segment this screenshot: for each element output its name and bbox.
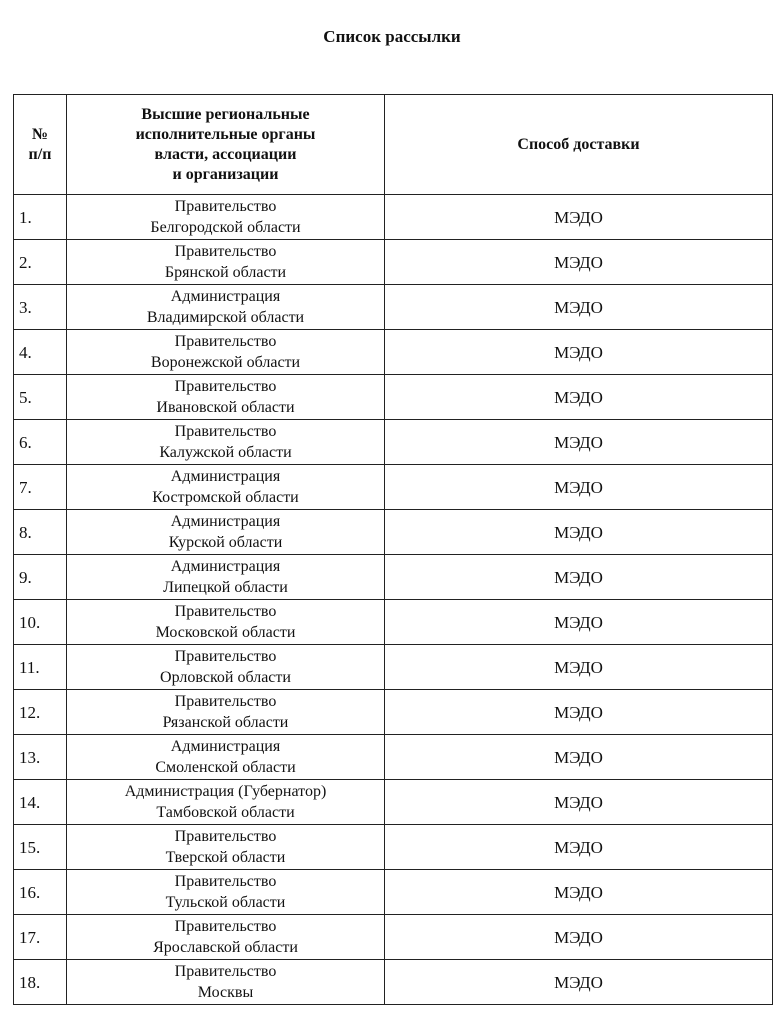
- table-row: [14, 465, 773, 510]
- row-delivery-method: МЭДО: [385, 330, 773, 375]
- organization-type: Правительство: [174, 918, 277, 935]
- row-number: 3.: [14, 285, 67, 330]
- mailing-list-table: [13, 94, 773, 1005]
- row-delivery-method: МЭДО: [385, 375, 773, 420]
- table-row: [14, 510, 773, 555]
- organization-type: Администрация: [170, 468, 281, 485]
- row-delivery-method: МЭДО: [385, 780, 773, 825]
- table-row: [14, 285, 773, 330]
- organization-type: Администрация: [170, 738, 281, 755]
- organization-region: Тамбовской области: [156, 804, 295, 821]
- header-number: [14, 95, 67, 195]
- row-number: 15.: [14, 825, 67, 870]
- organization-region: Московской области: [155, 624, 296, 641]
- organization-type: Правительство: [174, 378, 277, 395]
- table-row: [14, 420, 773, 465]
- row-delivery-method: МЭДО: [385, 195, 773, 240]
- row-number: 14.: [14, 780, 67, 825]
- row-organization: [67, 285, 385, 330]
- header-organization: [67, 95, 385, 195]
- row-delivery-method: МЭДО: [385, 285, 773, 330]
- row-delivery-method: МЭДО: [385, 915, 773, 960]
- row-delivery-method: МЭДО: [385, 420, 773, 465]
- row-organization: [67, 510, 385, 555]
- row-organization: [67, 240, 385, 285]
- organization-region: Орловской области: [160, 669, 291, 686]
- table-row: [14, 645, 773, 690]
- organization-region: Смоленской области: [155, 759, 296, 776]
- row-delivery-method: МЭДО: [385, 825, 773, 870]
- table-row: [14, 735, 773, 780]
- table-row: [14, 690, 773, 735]
- row-number: 8.: [14, 510, 67, 555]
- row-delivery-method: МЭДО: [385, 240, 773, 285]
- organization-type: Правительство: [174, 603, 277, 620]
- header-organization-line3: власти, ассоциации: [154, 145, 297, 163]
- organization-region: Костромской области: [152, 489, 299, 506]
- organization-region: Белгородской области: [150, 219, 301, 236]
- document-title: Список рассылки: [323, 27, 461, 46]
- organization-region: Воронежской области: [150, 354, 301, 371]
- table-row: [14, 375, 773, 420]
- row-delivery-method: МЭДО: [385, 870, 773, 915]
- row-organization: [67, 870, 385, 915]
- organization-region: Ярославской области: [153, 939, 298, 956]
- row-number: 9.: [14, 555, 67, 600]
- row-organization: [67, 330, 385, 375]
- organization-region: Москвы: [197, 984, 254, 1001]
- row-organization: [67, 645, 385, 690]
- organization-region: Брянской области: [164, 264, 287, 281]
- organization-type: Правительство: [174, 648, 277, 665]
- row-organization: [67, 195, 385, 240]
- row-organization: [67, 375, 385, 420]
- organization-type: Администрация: [170, 288, 281, 305]
- row-number: 1.: [14, 195, 67, 240]
- table-row: [14, 240, 773, 285]
- row-delivery-method: МЭДО: [385, 510, 773, 555]
- organization-type: Правительство: [174, 693, 277, 710]
- organization-type: Правительство: [174, 243, 277, 260]
- row-number: 6.: [14, 420, 67, 465]
- row-organization: [67, 960, 385, 1005]
- organization-region: Курской области: [168, 534, 283, 551]
- row-organization: [67, 690, 385, 735]
- organization-region: Тверской области: [165, 849, 286, 866]
- organization-region: Ивановской области: [156, 399, 295, 416]
- row-delivery-method: МЭДО: [385, 645, 773, 690]
- row-number: 16.: [14, 870, 67, 915]
- row-organization: [67, 555, 385, 600]
- organization-region: Липецкой области: [163, 579, 288, 596]
- organization-region: Владимирской области: [146, 309, 305, 326]
- header-organization-line1: Высшие региональные: [141, 105, 310, 123]
- row-number: 17.: [14, 915, 67, 960]
- header-delivery-method: Способ доставки: [385, 95, 773, 195]
- row-delivery-method: МЭДО: [385, 465, 773, 510]
- row-delivery-method: МЭДО: [385, 960, 773, 1005]
- row-number: 13.: [14, 735, 67, 780]
- table-header-row: [14, 95, 773, 195]
- row-number: 12.: [14, 690, 67, 735]
- row-number: 18.: [14, 960, 67, 1005]
- table-row: [14, 780, 773, 825]
- table-row: [14, 870, 773, 915]
- organization-type: Правительство: [174, 828, 277, 845]
- organization-type: Правительство: [174, 873, 277, 890]
- organization-region: Рязанской области: [162, 714, 289, 731]
- table-row: [14, 330, 773, 375]
- table-row: [14, 195, 773, 240]
- organization-type: Администрация: [170, 513, 281, 530]
- header-organization-line2: исполнительные органы: [135, 125, 316, 143]
- organization-type: Администрация (Губернатор): [124, 783, 327, 800]
- row-number: 11.: [14, 645, 67, 690]
- row-organization: [67, 465, 385, 510]
- row-number: 10.: [14, 600, 67, 645]
- header-number-line1: №: [31, 125, 49, 143]
- table-row: [14, 825, 773, 870]
- organization-type: Правительство: [174, 198, 277, 215]
- organization-region: Тульской области: [165, 894, 286, 911]
- row-organization: [67, 825, 385, 870]
- header-organization-line4: и организации: [172, 165, 279, 183]
- row-number: 4.: [14, 330, 67, 375]
- row-delivery-method: МЭДО: [385, 600, 773, 645]
- table-row: [14, 600, 773, 645]
- table-row: [14, 915, 773, 960]
- header-number-line2: п/п: [28, 145, 52, 163]
- row-organization: [67, 420, 385, 465]
- row-organization: [67, 915, 385, 960]
- row-delivery-method: МЭДО: [385, 690, 773, 735]
- row-number: 7.: [14, 465, 67, 510]
- organization-type: Правительство: [174, 333, 277, 350]
- row-number: 5.: [14, 375, 67, 420]
- organization-type: Правительство: [174, 963, 277, 980]
- row-organization: [67, 780, 385, 825]
- table-row: [14, 555, 773, 600]
- row-organization: [67, 735, 385, 780]
- table-row: [14, 960, 773, 1005]
- row-number: 2.: [14, 240, 67, 285]
- organization-type: Администрация: [170, 558, 281, 575]
- row-organization: [67, 600, 385, 645]
- organization-region: Калужской области: [159, 444, 292, 461]
- organization-type: Правительство: [174, 423, 277, 440]
- row-delivery-method: МЭДО: [385, 735, 773, 780]
- row-delivery-method: МЭДО: [385, 555, 773, 600]
